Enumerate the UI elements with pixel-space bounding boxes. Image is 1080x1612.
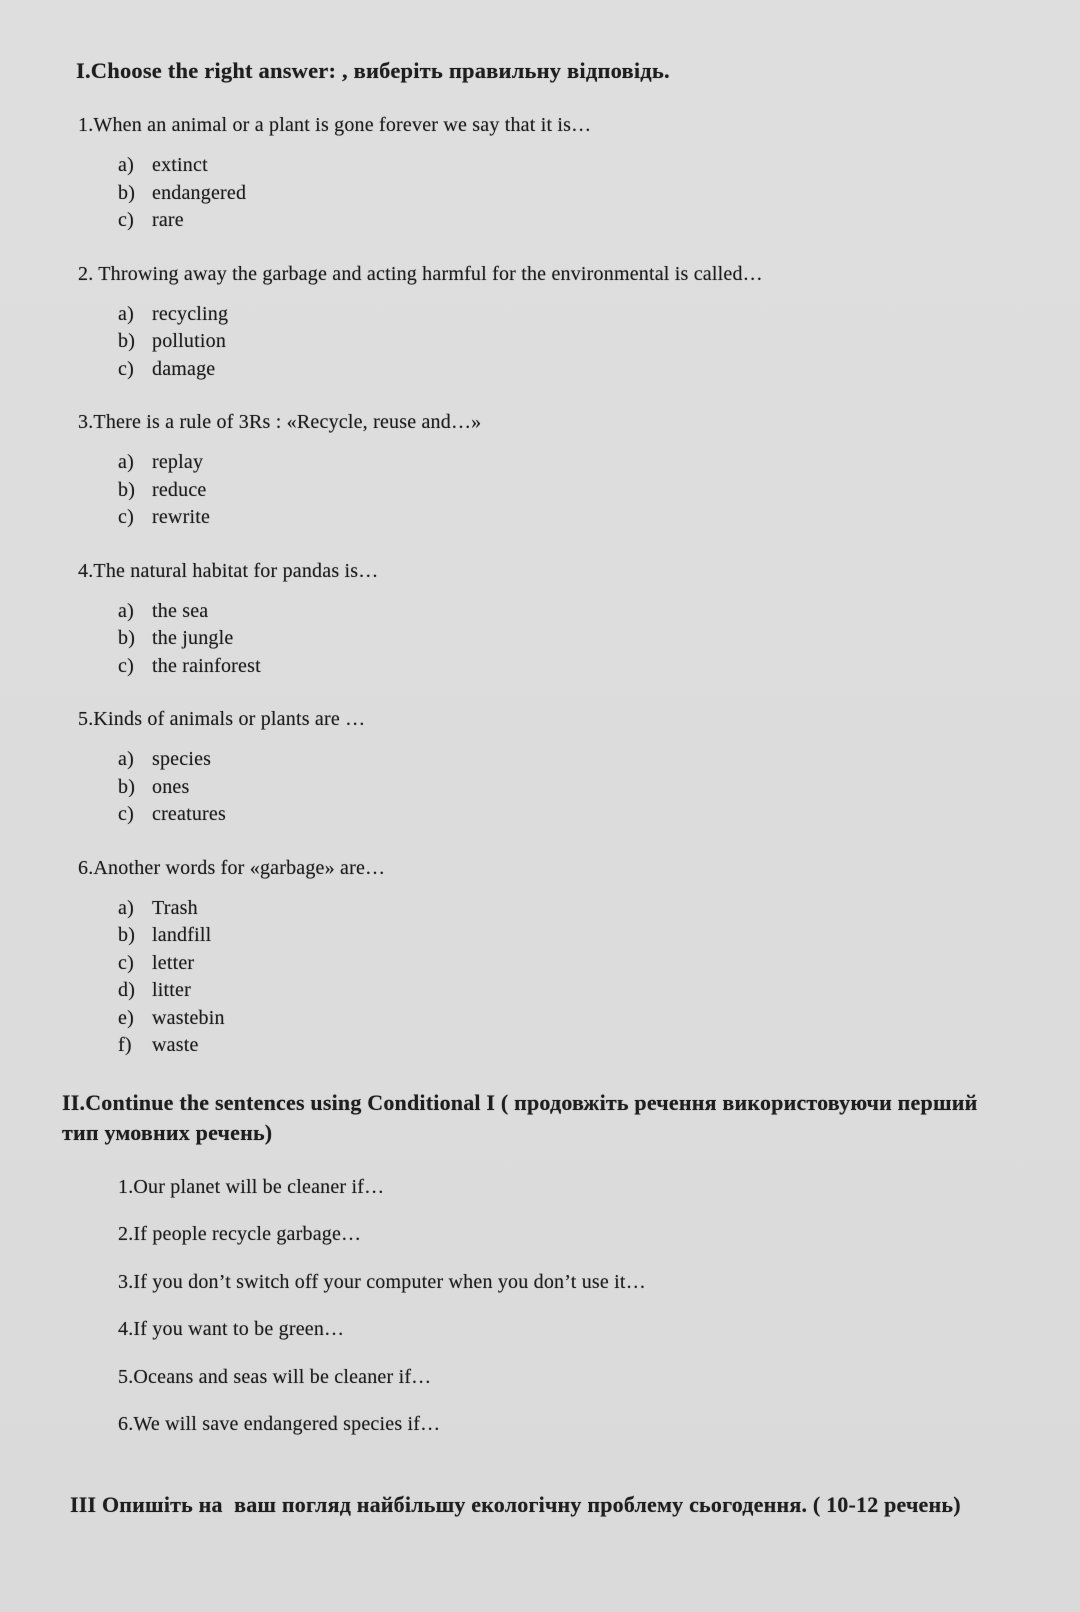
conditional-item: 2.If people recycle garbage…	[118, 1223, 362, 1245]
option-letter: b)	[118, 924, 136, 947]
option-text: letter	[152, 951, 195, 974]
option-letter: b)	[118, 181, 136, 204]
option-row	[118, 774, 1040, 802]
option-text: pollution	[152, 330, 227, 353]
question-block-1	[62, 112, 1040, 235]
option-text: litter	[152, 979, 191, 1002]
option-text: ones	[152, 775, 190, 798]
option-row	[118, 1005, 1040, 1033]
option-row	[118, 746, 1040, 774]
option-row	[118, 922, 1040, 950]
option-text: species	[152, 748, 212, 771]
question-text: 6.Another words for «garbage» are…	[78, 856, 386, 879]
option-row	[118, 504, 1040, 532]
option-row	[118, 598, 1040, 626]
section2-heading: II.Continue the sentences using Conditional I ( продовжіть речення використовуючи перший тип умовних речень)	[62, 1089, 984, 1145]
conditional-item: 5.Oceans and seas will be cleaner if…	[118, 1365, 432, 1388]
option-letter: d)	[118, 979, 136, 1002]
option-text: wastebin	[152, 1006, 225, 1029]
option-row	[118, 977, 1040, 1005]
option-row	[118, 207, 1040, 235]
conditional-item: 3.If you don’t switch off your computer when you don’t use it…	[118, 1270, 646, 1293]
options-list	[118, 449, 1040, 532]
options-list	[118, 301, 1040, 384]
option-text: landfill	[152, 924, 212, 947]
question-block-6	[62, 855, 1040, 1060]
option-letter: c)	[118, 951, 134, 974]
option-letter: c)	[118, 209, 134, 232]
question-block-3	[62, 409, 1040, 532]
option-letter: c)	[118, 803, 134, 826]
option-letter: e)	[118, 1006, 134, 1029]
option-row	[118, 356, 1040, 384]
option-row	[118, 653, 1040, 681]
option-letter: f)	[118, 1034, 132, 1057]
conditional-item: 4.If you want to be green…	[118, 1318, 345, 1340]
option-text: reduce	[152, 478, 207, 501]
option-text: extinct	[152, 154, 208, 177]
option-letter: b)	[118, 775, 136, 798]
option-row	[118, 801, 1040, 829]
question-text: 1.When an animal or a plant is gone forever we say that it is…	[78, 114, 592, 136]
option-letter: a)	[118, 154, 134, 177]
options-list	[118, 152, 1040, 235]
option-letter: a)	[118, 748, 134, 771]
option-text: rare	[152, 209, 184, 232]
option-row	[118, 152, 1040, 180]
question-text: 4.The natural habitat for pandas is…	[78, 559, 379, 582]
option-text: waste	[152, 1034, 199, 1057]
option-text: creatures	[152, 803, 226, 826]
option-letter: c)	[118, 506, 134, 529]
option-text: Trash	[152, 896, 198, 919]
option-text: replay	[152, 451, 204, 474]
options-list	[118, 598, 1040, 681]
option-text: rewrite	[152, 506, 211, 529]
option-letter: c)	[118, 654, 134, 677]
option-row	[118, 301, 1040, 329]
option-row	[118, 950, 1040, 978]
option-row	[118, 625, 1040, 653]
option-letter: b)	[118, 478, 136, 501]
option-letter: a)	[118, 302, 134, 325]
section3-heading: III Опишіть на ваш погляд найбільшу екологічну проблему сьогодення. ( 10-12 речень)	[70, 1492, 961, 1517]
option-text: the jungle	[152, 627, 234, 650]
option-row	[118, 477, 1040, 505]
options-list	[118, 895, 1040, 1060]
section1-heading: I.Choose the right answer: , виберіть правильну відповідь.	[76, 58, 670, 83]
option-letter: a)	[118, 451, 134, 474]
question-text: 5.Kinds of animals or plants are …	[78, 708, 366, 730]
question-text: 2. Throwing away the garbage and acting harmful for the environmental is called…	[78, 262, 763, 285]
option-row	[118, 895, 1040, 923]
option-row	[118, 1032, 1040, 1060]
option-letter: b)	[118, 330, 136, 353]
question-block-4	[62, 558, 1040, 681]
option-letter: a)	[118, 896, 134, 919]
option-letter: b)	[118, 627, 136, 650]
option-letter: a)	[118, 599, 134, 622]
conditional-item: 6.We will save endangered species if…	[118, 1413, 441, 1435]
option-text: recycling	[152, 302, 229, 325]
option-row	[118, 449, 1040, 477]
option-text: endangered	[152, 181, 247, 204]
options-list	[118, 746, 1040, 829]
conditional-item: 1.Our planet will be cleaner if…	[118, 1175, 385, 1198]
option-text: damage	[152, 357, 216, 380]
option-text: the rainforest	[152, 654, 261, 677]
option-row	[118, 180, 1040, 208]
question-block-2	[62, 261, 1040, 384]
question-text: 3.There is a rule of 3Rs : «Recycle, reuse and…»	[78, 411, 482, 433]
option-letter: c)	[118, 357, 134, 380]
option-text: the sea	[152, 599, 209, 622]
question-block-5	[62, 706, 1040, 829]
option-row	[118, 328, 1040, 356]
